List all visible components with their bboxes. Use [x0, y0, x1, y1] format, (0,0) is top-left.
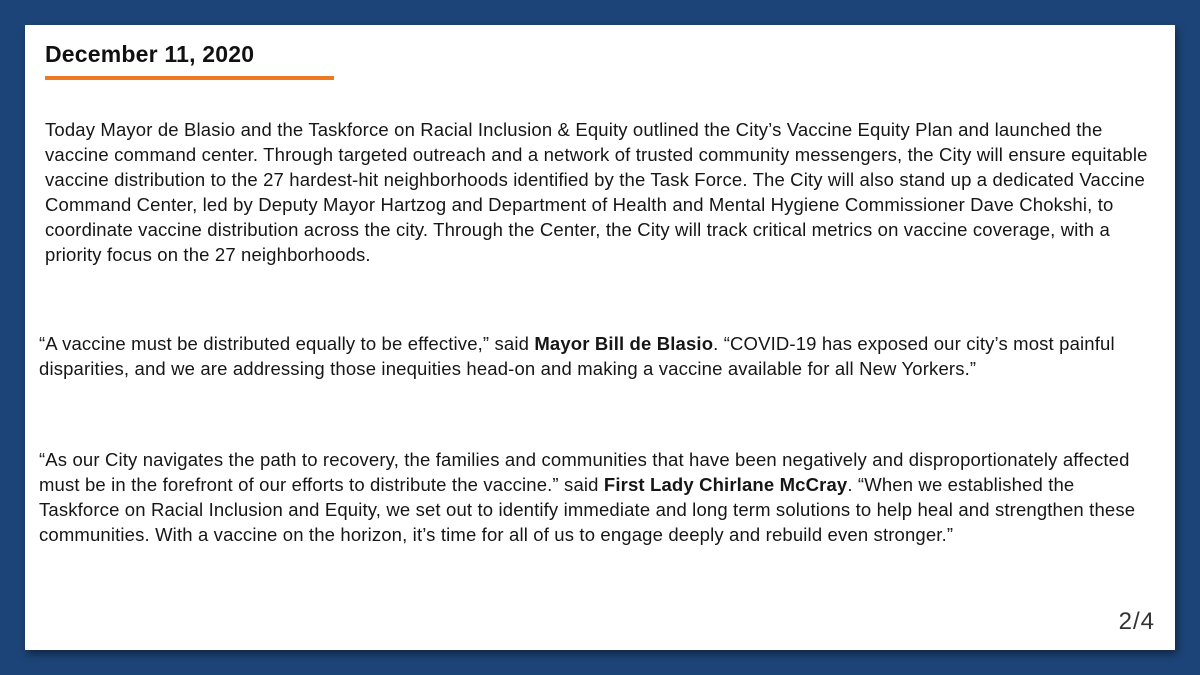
mayor-quote-body: . “COVID-19 has exposed our city’s most painful disparities, and we are addressing those inequities head-on and making a vaccine available for all New Yorkers.” [39, 333, 1115, 379]
mayor-name: Mayor Bill de Blasio [534, 333, 714, 354]
mayor-quote-paragraph [39, 331, 1155, 381]
first-lady-quote-paragraph [39, 447, 1155, 547]
slide-card [25, 25, 1175, 650]
summary-paragraph: Today Mayor de Blasio and the Taskforce on Racial Inclusion & Equity outlined the City’s Vaccine Equity Plan and launched the vaccine command center. Through targeted outreach and a network of trusted community messengers, the City will ensure equitable vaccine distribution to the 27 hardest-hit neighborhoods identified by the Task Force. The City will also stand up a dedicated Vaccine Command Center, led by Deputy Mayor Hartzog and Department of Health and Mental Hygiene Commissioner Dave Chokshi, to coordinate vaccine distribution across the city. Through the Center, the City will track critical metrics on vaccine coverage, with a priority focus on the 27 neighborhoods. [45, 119, 1148, 265]
date-underline-rule [45, 76, 334, 80]
mayor-quote-lead: “A vaccine must be distributed equally to be effective,” said [39, 333, 535, 354]
first-lady-quote-lead: “As our City navigates the path to recovery, the families and communities that have been negatively and disproportionately affected must be in the forefront of our efforts to distribute the vaccine.” said [39, 449, 1130, 495]
page-indicator: 2/4 [1118, 608, 1155, 635]
slide-date-heading: December 11, 2020 [45, 41, 255, 67]
first-lady-quote-body: . “When we established the Taskforce on Racial Inclusion and Equity, we set out to identify immediate and long term solutions to help heal and strengthen these communities. With a vaccine on the horizon, it’s time for all of us to engage deeply and rebuild even stronger.” [39, 474, 1136, 545]
first-lady-name: First Lady Chirlane McCray [603, 474, 848, 495]
